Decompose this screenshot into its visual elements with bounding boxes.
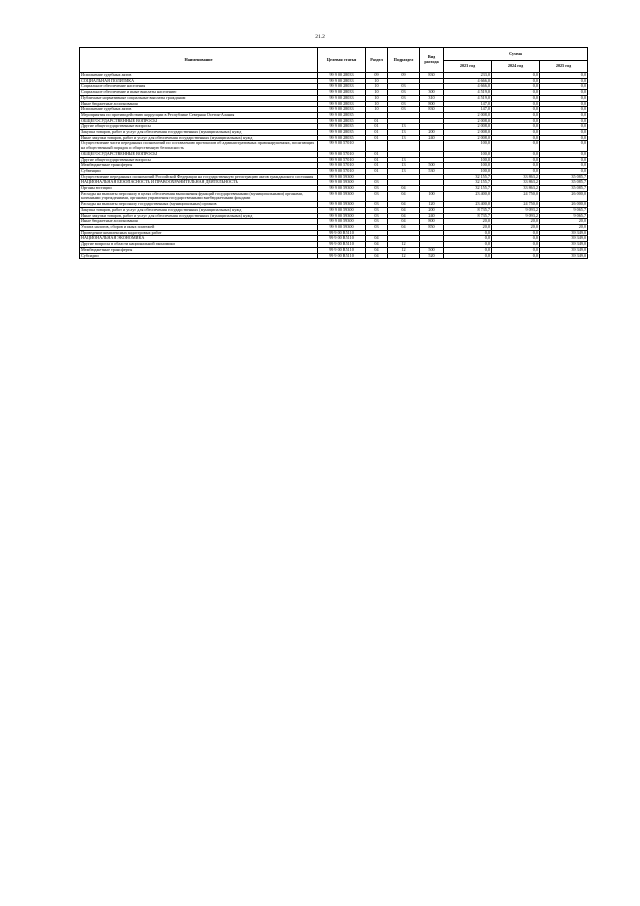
cell-sum-2024: 0,0 <box>492 236 540 242</box>
cell-sum-2023: 2 008,0 <box>444 118 492 124</box>
cell-section: 01 <box>366 157 388 163</box>
cell-expense-type: 120 <box>420 202 444 208</box>
cell-expense-type: 240 <box>420 213 444 219</box>
table-row <box>80 253 588 259</box>
cell-name: ОБЩЕГОСУДАРСТВЕННЫЕ ВОПРОСЫ <box>80 118 318 124</box>
cell-name: Закупка товаров, работ и услуг для обеспечения государственных (муниципальных) нужд <box>80 130 318 136</box>
cell-section: 09 <box>366 73 388 79</box>
cell-code: 99 9 00 59300 <box>318 174 366 180</box>
cell-code: 99 9 00 59300 <box>318 191 366 201</box>
cell-section: 01 <box>366 163 388 169</box>
cell-sum-2023: 20,0 <box>444 219 492 225</box>
cell-subsection: 04 <box>388 207 420 213</box>
cell-sum-2023: 32 155,7 <box>444 180 492 186</box>
cell-name: Иные закупки товаров, работ и услуг для обеспечения государственных (муниципальных) нужд <box>80 213 318 219</box>
cell-expense-type: 100 <box>420 191 444 201</box>
cell-code: 99 9 00 28033 <box>318 78 366 84</box>
cell-sum-2025: 35 085,7 <box>540 174 588 180</box>
cell-sum-2025: 0,0 <box>540 168 588 174</box>
cell-subsection: 09 <box>388 73 420 79</box>
cell-name: Проведение комплексных кадастровых работ <box>80 230 318 236</box>
cell-code: 99 9 00 28033 <box>318 90 366 96</box>
cell-sum-2023: 100,0 <box>444 163 492 169</box>
cell-sum-2024: 0,0 <box>492 112 540 118</box>
cell-sum-2025: 0,0 <box>540 90 588 96</box>
cell-section: 04 <box>366 247 388 253</box>
cell-sum-2025: 26 000,0 <box>540 191 588 201</box>
cell-sum-2023: 20,0 <box>444 224 492 230</box>
cell-sum-2023: 100,0 <box>444 151 492 157</box>
header-code: Целевая статья <box>318 48 366 73</box>
cell-sum-2024: 0,0 <box>492 78 540 84</box>
cell-section: 01 <box>366 118 388 124</box>
cell-name: Мероприятия по противодействию коррупции в Республике Северная Осетия-Алания <box>80 112 318 118</box>
table-body <box>80 73 588 259</box>
cell-expense-type: 830 <box>420 107 444 113</box>
cell-name: Социальное обеспечение населения <box>80 84 318 90</box>
cell-sum-2024: 24 750,0 <box>492 202 540 208</box>
cell-name: СОЦИАЛЬНАЯ ПОЛИТИКА <box>80 78 318 84</box>
cell-name: НАЦИОНАЛЬНАЯ ЭКОНОМИКА <box>80 236 318 242</box>
cell-subsection: 04 <box>388 224 420 230</box>
cell-expense-type: 530 <box>420 168 444 174</box>
cell-sum-2024: 33 863,2 <box>492 186 540 192</box>
cell-sum-2023: 4 666,0 <box>444 84 492 90</box>
cell-code: 99 9 00 28033 <box>318 101 366 107</box>
cell-subsection: 03 <box>388 107 420 113</box>
cell-code: 99 9 00 28033 <box>318 84 366 90</box>
cell-sum-2023: 2 008,0 <box>444 124 492 130</box>
header-subsection: Подраздел <box>388 48 420 73</box>
cell-section: 03 <box>366 207 388 213</box>
cell-section: 10 <box>366 101 388 107</box>
cell-code: 99 9 00 R5110 <box>318 247 366 253</box>
cell-sum-2025: 39 349,0 <box>540 242 588 248</box>
cell-sum-2024: 0,0 <box>492 84 540 90</box>
header-year-2024: 2024 год <box>492 61 540 73</box>
cell-name: Субвенции <box>80 168 318 174</box>
header-name: Наименование <box>80 48 318 73</box>
cell-sum-2024: 0,0 <box>492 107 540 113</box>
cell-code: 99 9 00 28035 <box>318 124 366 130</box>
cell-sum-2024: 9 093,2 <box>492 213 540 219</box>
cell-name: Исполнение судебных актов <box>80 73 318 79</box>
budget-table <box>79 47 588 259</box>
cell-sum-2025: 0,0 <box>540 84 588 90</box>
cell-sum-2024: 20,0 <box>492 219 540 225</box>
cell-sum-2025: 9 065,7 <box>540 207 588 213</box>
cell-code: 99 9 00 28033 <box>318 73 366 79</box>
cell-sum-2025: 39 349,0 <box>540 236 588 242</box>
cell-code: 99 9 00 59300 <box>318 180 366 186</box>
cell-name: Органы юстиции <box>80 186 318 192</box>
cell-sum-2023: 32 155,7 <box>444 186 492 192</box>
cell-sum-2025: 39 349,0 <box>540 230 588 236</box>
cell-expense-type: 500 <box>420 247 444 253</box>
cell-section: 03 <box>366 191 388 201</box>
cell-sum-2025: 0,0 <box>540 130 588 136</box>
cell-name: Исполнение судебных актов <box>80 107 318 113</box>
cell-sum-2024: 24 750,0 <box>492 191 540 201</box>
cell-name: Расходы на выплаты персоналу государственных (муниципальных) органов <box>80 202 318 208</box>
cell-subsection <box>388 141 420 151</box>
cell-sum-2023: 23 400,0 <box>444 191 492 201</box>
cell-subsection: 13 <box>388 130 420 136</box>
cell-section: 03 <box>366 224 388 230</box>
cell-sum-2025: 0,0 <box>540 118 588 124</box>
cell-sum-2023: 32 155,7 <box>444 174 492 180</box>
cell-sum-2025: 0,0 <box>540 95 588 101</box>
cell-sum-2024: 0,0 <box>492 101 540 107</box>
cell-sum-2024: 0,0 <box>492 168 540 174</box>
cell-section: 10 <box>366 90 388 96</box>
cell-section: 03 <box>366 219 388 225</box>
cell-sum-2024: 33 863,2 <box>492 174 540 180</box>
cell-sum-2025: 26 000,0 <box>540 202 588 208</box>
cell-sum-2024: 0,0 <box>492 242 540 248</box>
cell-sum-2024: 0,0 <box>492 90 540 96</box>
cell-sum-2024: 0,0 <box>492 130 540 136</box>
cell-sum-2025: 39 349,0 <box>540 247 588 253</box>
cell-section: 04 <box>366 236 388 242</box>
cell-sum-2024: 0,0 <box>492 95 540 101</box>
header-sum: Сумма <box>444 48 588 61</box>
header-year-2025: 2025 год <box>540 61 588 73</box>
cell-sum-2023: 2 008,0 <box>444 130 492 136</box>
cell-subsection: 13 <box>388 157 420 163</box>
cell-sum-2025: 0,0 <box>540 163 588 169</box>
cell-subsection: 13 <box>388 124 420 130</box>
cell-expense-type: 300 <box>420 90 444 96</box>
cell-sum-2025: 20,0 <box>540 224 588 230</box>
cell-code: 99 9 00 28033 <box>318 107 366 113</box>
cell-sum-2024: 0,0 <box>492 230 540 236</box>
cell-sum-2024: 0,0 <box>492 73 540 79</box>
cell-name: Осуществление переданных полномочий Российской Федерации на государственную регистрацию актов гражданского состояния <box>80 174 318 180</box>
cell-name: Осуществление части переданных полномочий по составлению протоколов об административных правонарушениях, посягающих на общественный порядок и общественную безопасность <box>80 141 318 151</box>
cell-sum-2024: 0,0 <box>492 135 540 141</box>
cell-code: 99 9 00 28035 <box>318 118 366 124</box>
table-row <box>80 141 588 151</box>
cell-sum-2025: 20,0 <box>540 219 588 225</box>
cell-subsection: 04 <box>388 191 420 201</box>
cell-sum-2025: 0,0 <box>540 141 588 151</box>
cell-sum-2024: 0,0 <box>492 141 540 151</box>
cell-sum-2025: 0,0 <box>540 124 588 130</box>
cell-code: 99 9 00 R5110 <box>318 242 366 248</box>
cell-subsection: 13 <box>388 135 420 141</box>
header-year-2023: 2023 год <box>444 61 492 73</box>
cell-name: Публичные нормативные социальные выплаты гражданам <box>80 95 318 101</box>
cell-name: Межбюджетные трансферты <box>80 163 318 169</box>
cell-expense-type: 800 <box>420 101 444 107</box>
cell-sum-2024: 0,0 <box>492 118 540 124</box>
cell-code: 99 9 00 28033 <box>318 95 366 101</box>
cell-code: 99 9 00 28035 <box>318 135 366 141</box>
cell-code: 99 9 00 R5110 <box>318 253 366 259</box>
cell-name: Другие общегосударственные вопросы <box>80 157 318 163</box>
cell-code: 99 9 00 28035 <box>318 130 366 136</box>
cell-sum-2023: 4 666,0 <box>444 78 492 84</box>
cell-sum-2023: 0,0 <box>444 230 492 236</box>
cell-code: 99 9 00 R5110 <box>318 230 366 236</box>
cell-name: Уплата налогов, сборов и иных платежей <box>80 224 318 230</box>
cell-sum-2023: 0,0 <box>444 236 492 242</box>
cell-sum-2023: 100,0 <box>444 141 492 151</box>
cell-subsection: 03 <box>388 101 420 107</box>
cell-name: Другие общегосударственные вопросы <box>80 124 318 130</box>
cell-section <box>366 141 388 151</box>
cell-name: Иные закупки товаров, работ и услуг для обеспечения государственных (муниципальных) нужд <box>80 135 318 141</box>
cell-sum-2024: 0,0 <box>492 124 540 130</box>
cell-sum-2023: 4 519,0 <box>444 95 492 101</box>
cell-sum-2025: 9 065,7 <box>540 213 588 219</box>
cell-sum-2024: 0,0 <box>492 151 540 157</box>
cell-code: 99 9 00 59300 <box>318 207 366 213</box>
cell-section: 10 <box>366 107 388 113</box>
cell-sum-2023: 147,0 <box>444 107 492 113</box>
cell-sum-2024: 0,0 <box>492 163 540 169</box>
cell-sum-2023: 100,0 <box>444 157 492 163</box>
cell-sum-2023: 8 735,7 <box>444 213 492 219</box>
cell-name: Социальное обеспечение и иные выплаты населению <box>80 90 318 96</box>
cell-section: 01 <box>366 124 388 130</box>
cell-sum-2025: 0,0 <box>540 112 588 118</box>
cell-section: 04 <box>366 253 388 259</box>
cell-code: 99 9 00 R5110 <box>318 236 366 242</box>
cell-sum-2025: 39 349,0 <box>540 253 588 259</box>
cell-sum-2023: 4 519,0 <box>444 90 492 96</box>
cell-name: Иные бюджетные ассигнования <box>80 219 318 225</box>
cell-expense-type: 500 <box>420 163 444 169</box>
cell-subsection: 03 <box>388 84 420 90</box>
cell-section: 10 <box>366 78 388 84</box>
cell-sum-2023: 233,0 <box>444 73 492 79</box>
cell-code: 99 9 00 59300 <box>318 213 366 219</box>
cell-sum-2025: 0,0 <box>540 107 588 113</box>
cell-section: 03 <box>366 202 388 208</box>
cell-section: 10 <box>366 95 388 101</box>
cell-sum-2023: 147,0 <box>444 101 492 107</box>
cell-section: 03 <box>366 180 388 186</box>
cell-code: 99 9 00 28035 <box>318 112 366 118</box>
cell-sum-2025: 0,0 <box>540 101 588 107</box>
cell-section: 10 <box>366 84 388 90</box>
cell-sum-2024: 20,0 <box>492 224 540 230</box>
cell-sum-2025: 0,0 <box>540 151 588 157</box>
cell-sum-2024: 0,0 <box>492 157 540 163</box>
cell-subsection: 12 <box>388 247 420 253</box>
cell-expense-type: 520 <box>420 253 444 259</box>
cell-sum-2025: 0,0 <box>540 135 588 141</box>
cell-expense-type: 240 <box>420 135 444 141</box>
page-number: 21.2 <box>315 34 325 40</box>
cell-expense-type <box>420 141 444 151</box>
cell-code: 99 9 00 59300 <box>318 202 366 208</box>
cell-code: 99 9 00 57010 <box>318 151 366 157</box>
cell-subsection: 04 <box>388 219 420 225</box>
cell-name: ОБЩЕГОСУДАРСТВЕННЫЕ ВОПРОСЫ <box>80 151 318 157</box>
cell-sum-2024: 33 863,2 <box>492 180 540 186</box>
cell-code: 99 9 00 59300 <box>318 224 366 230</box>
cell-code: 99 9 00 57010 <box>318 163 366 169</box>
cell-code: 99 9 00 57010 <box>318 141 366 151</box>
cell-sum-2023: 0,0 <box>444 247 492 253</box>
cell-sum-2024: 0,0 <box>492 253 540 259</box>
cell-sum-2023: 0,0 <box>444 253 492 259</box>
cell-expense-type: 850 <box>420 224 444 230</box>
cell-section: 01 <box>366 151 388 157</box>
cell-expense-type: 310 <box>420 95 444 101</box>
cell-code: 99 9 00 57010 <box>318 168 366 174</box>
cell-section: 04 <box>366 242 388 248</box>
header-expense-type: Вид расхода <box>420 48 444 73</box>
cell-expense-type: 830 <box>420 73 444 79</box>
cell-code: 99 9 00 57010 <box>318 157 366 163</box>
cell-sum-2024: 9 093,2 <box>492 207 540 213</box>
cell-section: 03 <box>366 186 388 192</box>
cell-sum-2023: 8 735,7 <box>444 207 492 213</box>
cell-sum-2025: 0,0 <box>540 73 588 79</box>
cell-section: 01 <box>366 130 388 136</box>
cell-sum-2025: 35 085,7 <box>540 186 588 192</box>
cell-code: 99 9 00 59300 <box>318 219 366 225</box>
cell-subsection: 13 <box>388 163 420 169</box>
cell-code: 99 9 00 59300 <box>318 186 366 192</box>
cell-subsection: 04 <box>388 186 420 192</box>
cell-sum-2023: 0,0 <box>444 242 492 248</box>
cell-sum-2023: 2 008,0 <box>444 135 492 141</box>
cell-subsection: 04 <box>388 202 420 208</box>
cell-name: Закупка товаров, работ и услуг для обеспечения государственных (муниципальных) нужд <box>80 207 318 213</box>
cell-sum-2023: 23 400,0 <box>444 202 492 208</box>
table-row <box>80 191 588 201</box>
cell-subsection: 12 <box>388 253 420 259</box>
cell-expense-type: 200 <box>420 207 444 213</box>
cell-sum-2023: 100,0 <box>444 168 492 174</box>
cell-subsection: 12 <box>388 242 420 248</box>
header-section: Раздел <box>366 48 388 73</box>
cell-name: Иные бюджетные ассигнования <box>80 101 318 107</box>
cell-sum-2024: 0,0 <box>492 247 540 253</box>
cell-subsection: 03 <box>388 90 420 96</box>
cell-name: Другие вопросы в области национальной экономики <box>80 242 318 248</box>
cell-subsection: 04 <box>388 213 420 219</box>
cell-sum-2023: 2 008,0 <box>444 112 492 118</box>
cell-subsection: 13 <box>388 168 420 174</box>
cell-name: Субсидии <box>80 253 318 259</box>
cell-section: 01 <box>366 135 388 141</box>
cell-expense-type: 200 <box>420 130 444 136</box>
cell-sum-2025: 0,0 <box>540 78 588 84</box>
cell-name: Расходы на выплаты персоналу в целях обеспечения выполнения функций государственными (муниципальными) органами, казенными учреждениями, органами управления государственными внебюджетными фондами <box>80 191 318 201</box>
cell-subsection: 03 <box>388 95 420 101</box>
cell-sum-2025: 0,0 <box>540 157 588 163</box>
cell-name: НАЦИОНАЛЬНАЯ БЕЗОПАСНОСТЬ И ПРАВООХРАНИТЕЛЬНАЯ ДЕЯТЕЛЬНОСТЬ <box>80 180 318 186</box>
cell-section: 01 <box>366 168 388 174</box>
cell-sum-2025: 35 085,7 <box>540 180 588 186</box>
cell-name: Межбюджетные трансферты <box>80 247 318 253</box>
cell-expense-type: 800 <box>420 219 444 225</box>
cell-section: 03 <box>366 213 388 219</box>
